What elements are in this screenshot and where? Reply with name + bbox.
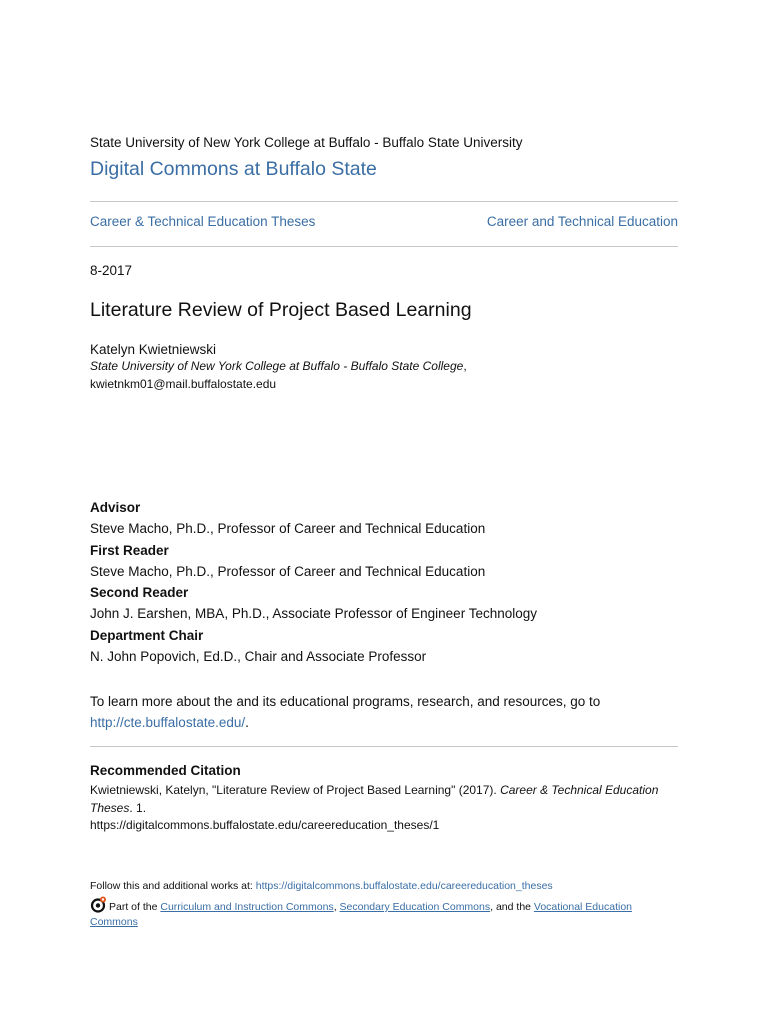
committee-role-advisor: Advisor	[90, 500, 141, 515]
curriculum-commons-link[interactable]: Curriculum and Instruction Commons	[160, 901, 334, 913]
citation-body	[90, 782, 680, 835]
author-affiliation	[90, 359, 467, 373]
digital-commons-network-icon	[90, 896, 107, 913]
citation-series: Career & Technical Education Theses	[90, 783, 659, 815]
affiliation-separator: ,	[463, 359, 467, 373]
commons-separator-and: , and the	[490, 901, 534, 913]
cover-page	[90, 0, 678, 1024]
learn-more-text	[90, 691, 678, 733]
learn-more-period: .	[245, 715, 249, 730]
commons-separator-comma: ,	[333, 901, 340, 913]
breadcrumb-series-link[interactable]: Career & Technical Education Theses	[90, 214, 316, 229]
committee-person-department-chair: N. John Popovich, Ed.D., Chair and Associate Professor	[90, 648, 427, 664]
learn-more-sentence: To learn more about the and its educational programs, research, and resources, go to	[90, 694, 601, 709]
follow-text: Follow this and additional works at:	[90, 880, 256, 892]
document-title: Literature Review of Project Based Learning	[90, 299, 472, 321]
publication-date: 8-2017	[90, 263, 133, 278]
committee-role-second-reader: Second Reader	[90, 585, 189, 600]
citation-suffix: . 1.	[129, 800, 147, 815]
committee-role-department-chair: Department Chair	[90, 627, 204, 643]
secondary-education-commons-link[interactable]: Secondary Education Commons	[339, 901, 491, 913]
vocational-education-commons-link[interactable]: Vocational Education Commons	[90, 901, 632, 928]
breadcrumb-department-link[interactable]: Career and Technical Education	[486, 214, 678, 229]
divider-top	[90, 201, 678, 202]
follow-works	[90, 880, 678, 892]
breadcrumb	[90, 214, 678, 229]
institution-name: State University of New York College at Buffalo - Buffalo State University	[90, 135, 523, 150]
part-of-commons	[90, 896, 650, 930]
cte-website-link[interactable]: http://cte.buffalostate.edu/	[90, 715, 246, 730]
author-email: kwietnkm01@mail.buffalostate.edu	[90, 377, 277, 391]
committee-list	[90, 499, 678, 669]
committee-person-advisor: Steve Macho, Ph.D., Professor of Career and Technical Education	[90, 521, 486, 536]
affiliation-text: State University of New York College at Buffalo - Buffalo State College	[90, 359, 464, 373]
committee-person-second-reader: John J. Earshen, MBA, Ph.D., Associate Professor of Engineer Technology	[90, 606, 537, 621]
repository-title-link[interactable]: Digital Commons at Buffalo State	[90, 158, 377, 180]
committee-person-first-reader: Steve Macho, Ph.D., Professor of Career and Technical Education	[90, 563, 486, 579]
citation-heading: Recommended Citation	[90, 763, 241, 778]
part-of-text: Part of the	[109, 901, 161, 913]
divider-citation	[90, 746, 678, 747]
citation-url: https://digitalcommons.buffalostate.edu/careereducation_theses/1	[90, 818, 440, 832]
divider-breadcrumb	[90, 246, 678, 247]
citation-prefix: Kwietniewski, Katelyn, "Literature Review of Project Based Learning" (2017).	[90, 783, 501, 797]
follow-works-link[interactable]: https://digitalcommons.buffalostate.edu/careereducation_theses	[255, 880, 553, 892]
committee-role-first-reader: First Reader	[90, 542, 169, 558]
author-name: Katelyn Kwietniewski	[90, 342, 217, 357]
